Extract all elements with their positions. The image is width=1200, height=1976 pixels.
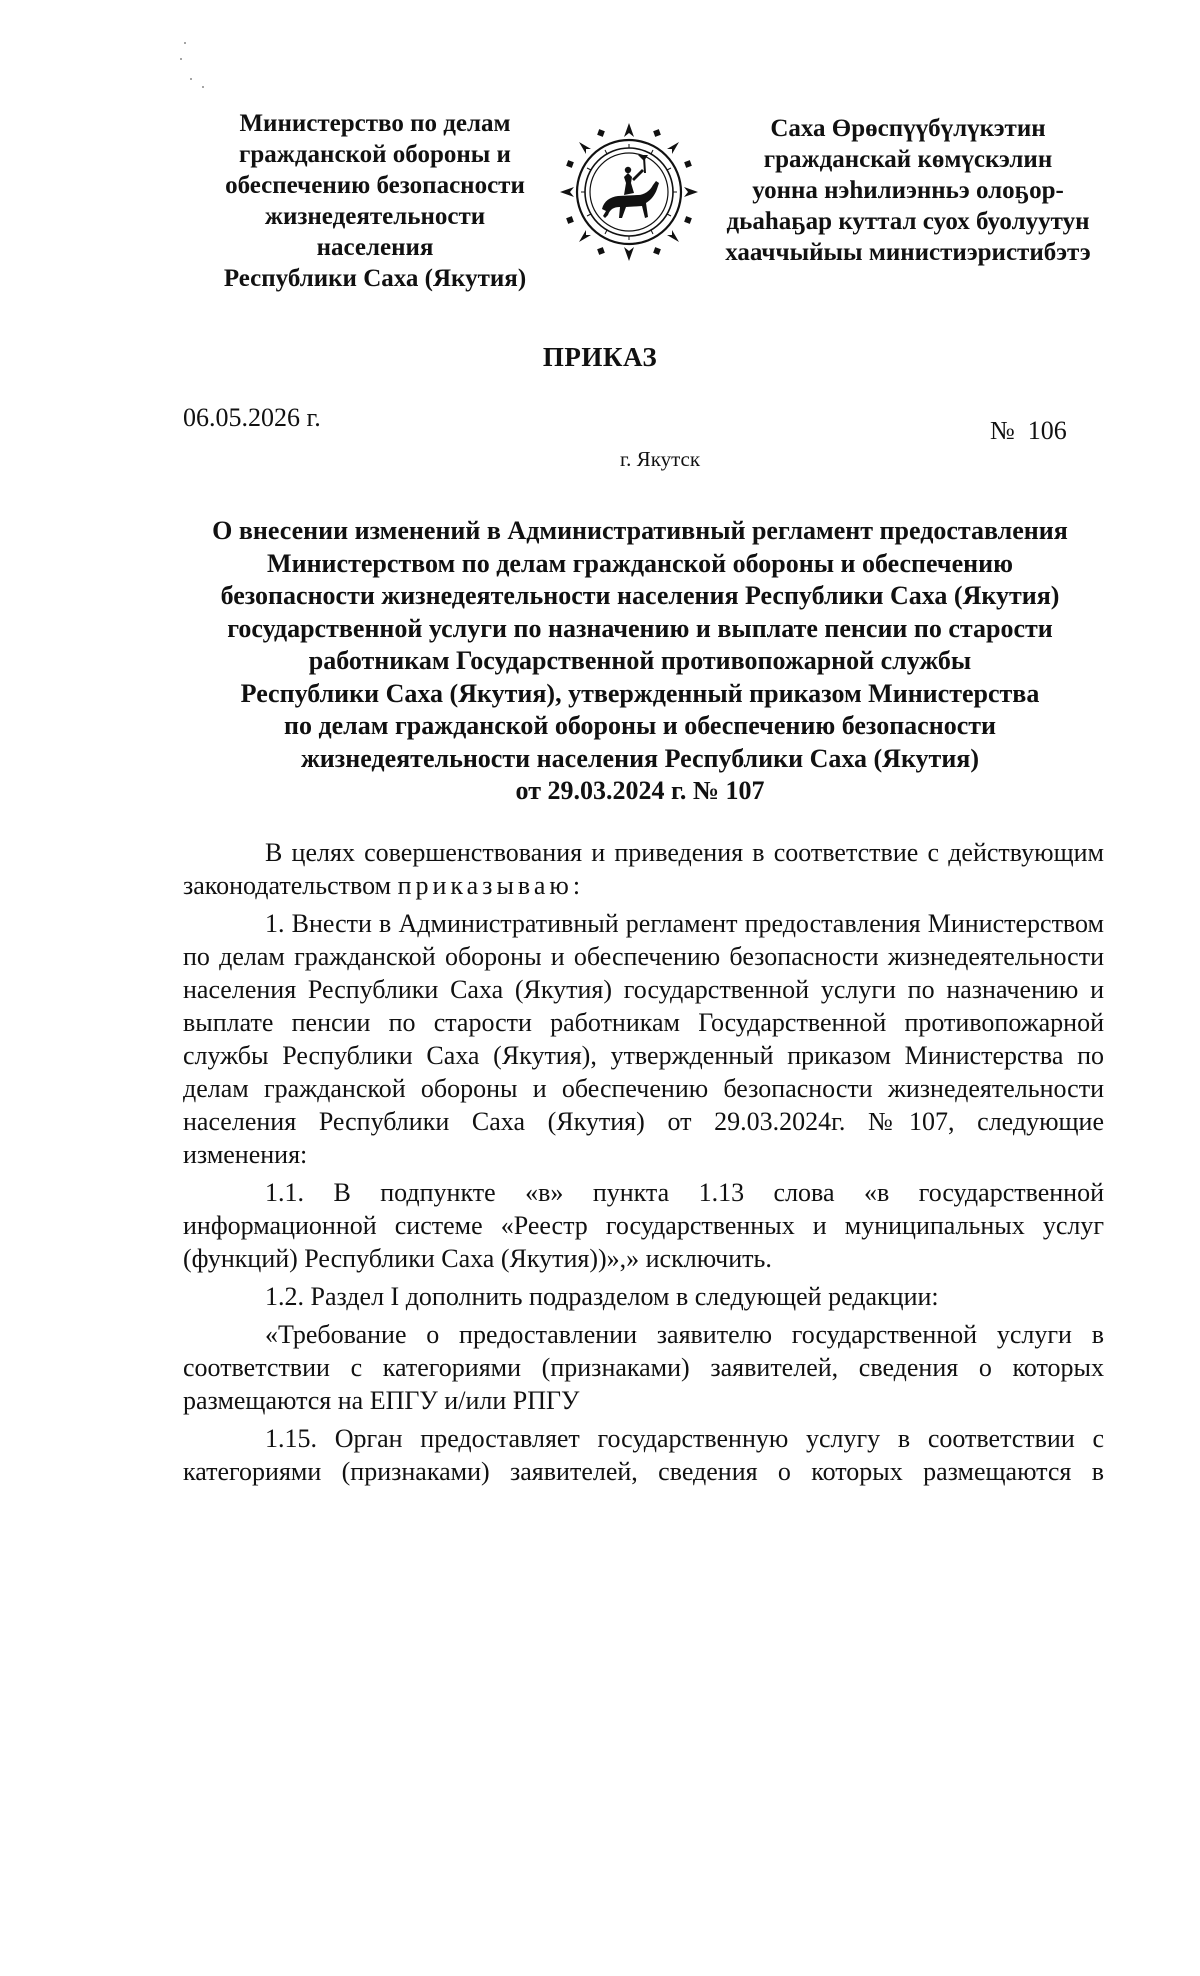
- ministry-name-yakut: [708, 113, 1108, 268]
- ministry-name-line: дьаһаҕар куттал суох буолуутун: [726, 208, 1090, 235]
- ministry-name-line: Саха Өрөспүүбүлүкэтин: [770, 115, 1046, 142]
- ministry-name-line: хааччыйыы министиэристибэтэ: [725, 239, 1091, 266]
- subject-line: по делам гражданской обороны и обеспечению безопасности: [283, 711, 996, 740]
- subject-line: О внесении изменений в Административный регламент предоставления: [212, 516, 1068, 545]
- document-title: ПРИКАЗ: [542, 342, 658, 372]
- ministry-name-line: гражданской обороны и: [239, 141, 511, 168]
- ministry-name-russian: [205, 108, 545, 294]
- subject-line: государственной услуги по назначению и выплате пенсии по старости: [227, 613, 1053, 643]
- ministry-name-line: гражданскай көмүскэлин: [763, 146, 1053, 173]
- intro-text: В целях совершенствования и приведения в соответствие с действующим законодательством: [183, 838, 1104, 900]
- order-subject-heading: [165, 515, 1115, 808]
- ministry-name-line: обеспечению безопасности: [225, 172, 525, 199]
- ministry-name-line: жизнедеятельности населения: [264, 203, 486, 261]
- coat-of-arms-sakha-icon: [558, 121, 700, 263]
- scan-artifact: [180, 40, 220, 100]
- order-verb: приказываю: [397, 871, 573, 900]
- intro-colon: :: [572, 871, 581, 900]
- subject-line: от 29.03.2024 г. № 107: [515, 776, 765, 805]
- order-number: № 106: [990, 416, 1067, 445]
- item-1-1-paragraph: 1.1. В подпункте «в» пункта 1.13 слова «в государственной информационной системе «Реестр государственных и муниципальных услуг (функций) Республики Саха (Якутия))»,» исключить.: [183, 1178, 1104, 1273]
- subject-line: работникам Государственной противопожарной службы: [308, 646, 972, 675]
- item-1-15-paragraph: 1.15. Орган предоставляет государственную услугу в соответствии с категориями (признаками) заявителей, сведения о которых размещаются в: [183, 1424, 1104, 1486]
- item-1-2-paragraph: 1.2. Раздел I дополнить подразделом в следующей редакции:: [265, 1282, 939, 1311]
- intro-paragraph: [183, 836, 1104, 902]
- subject-line: жизнедеятельности населения Республики Саха (Якутия): [300, 743, 980, 773]
- order-body: [183, 836, 1104, 1493]
- ministry-name-line: уонна нэһилиэнньэ олоҕор-: [752, 177, 1064, 204]
- item-1-paragraph: 1. Внести в Административный регламент предоставления Министерством по делам гражданской обороны и обеспечению безопасности жизнедеятельности населения Республики Саха (Якутия) государственной услуги по назначению и выплате пенсии по старости работникам Государственной противопожарной службы Республики Саха (Якутия), утвержденный приказом Министерства по делам гражданской обороны и обеспечению безопасности жизнедеятельности населения Республики Саха (Якутия) от 29.03.2024г. №107, следующие изменения:: [183, 909, 1104, 1169]
- order-date: 06.05.2026 г.: [183, 403, 321, 432]
- subject-line: Министерством по делам гражданской обороны и обеспечению: [267, 548, 1013, 578]
- ministry-name-line: Министерство по делам: [239, 110, 511, 137]
- subject-line: Республики Саха (Якутия), утвержденный приказом Министерства: [240, 678, 1040, 708]
- subject-line: безопасности жизнедеятельности населения Республики Саха (Якутия): [220, 581, 1060, 610]
- order-city: г. Якутск: [619, 447, 701, 471]
- quoted-subsection-heading: «Требование о предоставлении заявителю государственной услуги в соответствии с категориями (признаками) заявителей, сведения о которых размещаются на ЕПГУ и/или РПГУ: [183, 1320, 1104, 1415]
- ministry-name-line: Республики Саха (Якутия): [223, 265, 527, 292]
